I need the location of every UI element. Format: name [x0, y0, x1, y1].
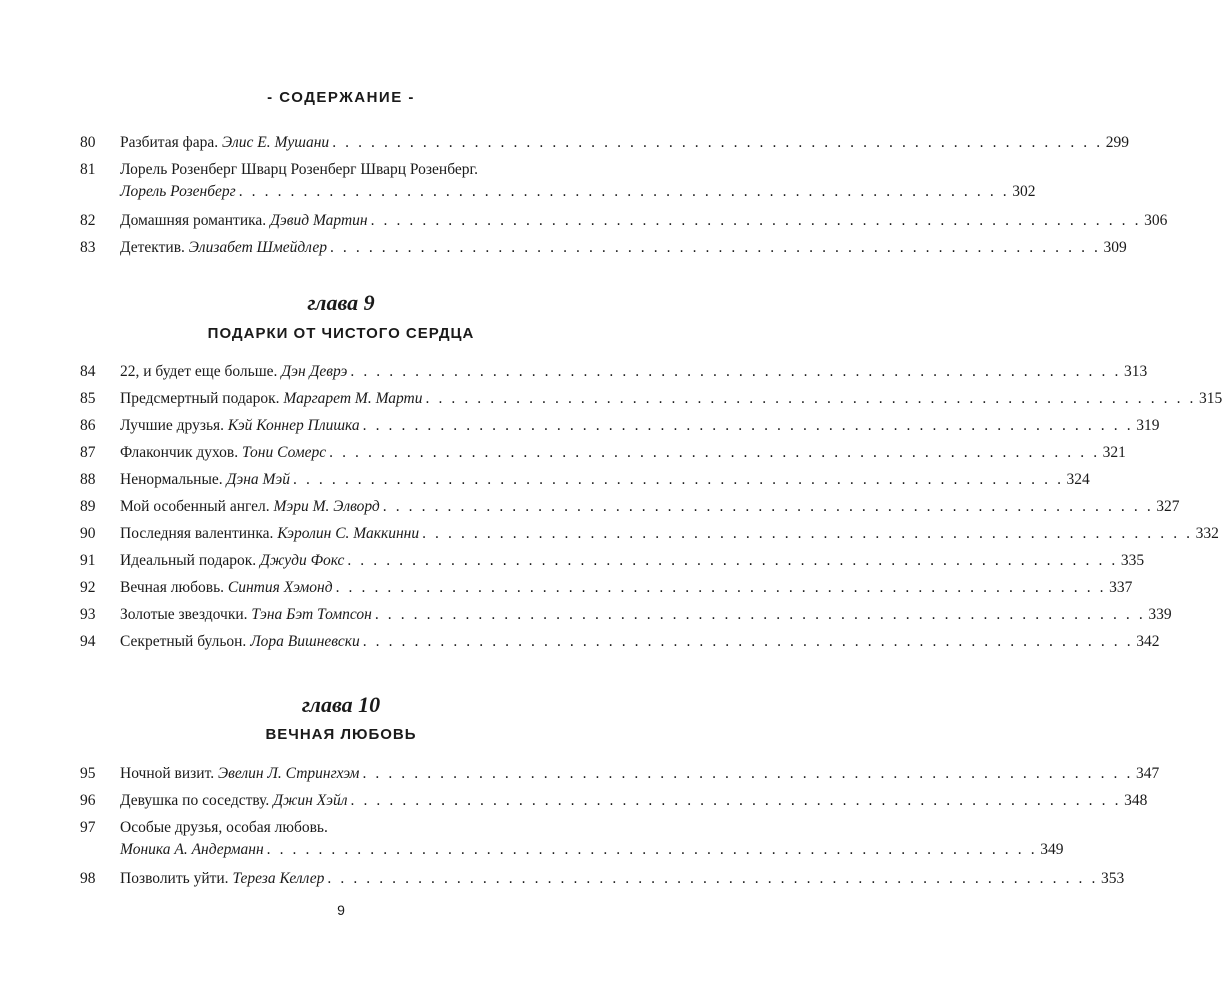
- entry-author: Джин Хэйл: [273, 792, 348, 809]
- dot-leader: . . . . . . . . . . . . . . . . . . . . . . . . . . . . . . . . . . . . . . . . . . . . . . . . . . . . . . . . . . . .: [425, 390, 1197, 407]
- entry-author: Элизабет Шмейдлер: [188, 239, 327, 256]
- entry-number: 85: [80, 390, 96, 407]
- dot-leader: . . . . . . . . . . . . . . . . . . . . . . . . . . . . . . . . . . . . . . . . . . . . . . . . . . . . . . . . . . . .: [350, 792, 1122, 809]
- toc-group-chapter-9: [80, 358, 1222, 655]
- entry-number: 95: [80, 765, 96, 782]
- entry-title: Домашняя романтика.: [120, 212, 267, 229]
- entry-number: 93: [80, 606, 96, 623]
- entry-author: Дэн Деврэ: [281, 363, 348, 380]
- entry-author: Тэна Бэт Томпсон: [251, 606, 372, 623]
- entry-title: Предсмертный подарок.: [120, 390, 280, 407]
- toc-entry[interactable]: [80, 547, 1145, 574]
- toc-entry[interactable]: [80, 628, 1160, 655]
- entry-author: Моника А. Андерманн: [120, 841, 264, 858]
- entry-author: Элис Е. Мушани: [221, 134, 330, 151]
- entry-title: Флакончик духов.: [120, 444, 239, 461]
- entry-page: 339: [1148, 606, 1172, 623]
- entry-page: 319: [1136, 417, 1160, 434]
- entry-number: 82: [80, 212, 96, 229]
- entry-page: 321: [1102, 444, 1126, 461]
- entry-title: Лорель Розенберг Шварц Розенберг Шварц Розенберг.: [120, 161, 479, 178]
- toc-entry[interactable]: [80, 234, 1127, 261]
- dot-leader: . . . . . . . . . . . . . . . . . . . . . . . . . . . . . . . . . . . . . . . . . . . . . . . . . . . . . . . . . . . .: [238, 183, 1010, 200]
- entry-number: 91: [80, 552, 96, 569]
- entry-page: 309: [1103, 239, 1127, 256]
- entry-author: Лора Вишневски: [250, 633, 360, 650]
- entry-author: Кэй Коннер Плишка: [227, 417, 360, 434]
- toc-entry[interactable]: [80, 787, 1148, 814]
- entry-title: Особые друзья, особая любовь.: [120, 819, 328, 836]
- entry-page: 353: [1100, 870, 1125, 887]
- entry-page: 347: [1135, 765, 1160, 782]
- toc-entry[interactable]: [80, 159, 1036, 203]
- toc-entry[interactable]: [80, 466, 1090, 493]
- entry-author: Дэвид Мартин: [270, 212, 368, 229]
- toc-entry[interactable]: [80, 412, 1160, 439]
- entry-title: Мой особенный ангел.: [120, 498, 270, 515]
- entry-author: Тереза Келлер: [232, 870, 325, 887]
- entry-page: 313: [1123, 363, 1148, 380]
- toc-entry[interactable]: [80, 385, 1222, 412]
- toc-entry[interactable]: [80, 439, 1126, 466]
- entry-page: 348: [1124, 792, 1148, 809]
- entry-title: Девушка по соседству.: [120, 792, 270, 809]
- entry-page: 349: [1040, 841, 1064, 858]
- entry-number: 86: [80, 417, 96, 434]
- page-number: 9: [337, 902, 345, 918]
- entry-page: 327: [1156, 498, 1180, 515]
- entry-author: Джуди Фокс: [260, 552, 345, 569]
- dot-leader: . . . . . . . . . . . . . . . . . . . . . . . . . . . . . . . . . . . . . . . . . . . . . . . . . . . . . . . . . . . .: [370, 212, 1142, 229]
- entry-number: 96: [80, 792, 96, 809]
- running-header: - СОДЕРЖАНИЕ -: [267, 89, 415, 106]
- entry-title: Последняя валентинка.: [120, 525, 274, 542]
- entry-page: 306: [1144, 212, 1168, 229]
- toc-entry[interactable]: [80, 817, 1064, 861]
- entry-page: 302: [1012, 183, 1036, 200]
- entry-title: Ненормальные.: [120, 471, 223, 488]
- dot-leader: . . . . . . . . . . . . . . . . . . . . . . . . . . . . . . . . . . . . . . . . . . . . . . . . . . . . . . . . . . . .: [374, 606, 1146, 623]
- toc-entry[interactable]: [80, 601, 1172, 628]
- entry-number: 81: [80, 161, 96, 178]
- entry-page: 324: [1066, 471, 1090, 488]
- toc-entry[interactable]: [80, 520, 1219, 547]
- entry-page: 342: [1136, 633, 1160, 650]
- entry-number: 84: [80, 363, 96, 380]
- toc-entry[interactable]: [80, 207, 1168, 234]
- dot-leader: . . . . . . . . . . . . . . . . . . . . . . . . . . . . . . . . . . . . . . . . . . . . . . . . . . . . . . . . . . . .: [350, 363, 1121, 380]
- dot-leader: . . . . . . . . . . . . . . . . . . . . . . . . . . . . . . . . . . . . . . . . . . . . . . . . . . . . . . . . . . . .: [382, 498, 1154, 515]
- entry-title: Разбитая фара.: [120, 134, 219, 151]
- entry-author: Синтия Хэмонд: [227, 579, 333, 596]
- entry-title: Ночной визит.: [120, 765, 215, 782]
- dot-leader: . . . . . . . . . . . . . . . . . . . . . . . . . . . . . . . . . . . . . . . . . . . . . . . . . . . . . . . . . . . .: [422, 525, 1193, 542]
- chapter-label: глава 9: [307, 290, 375, 315]
- entry-title: Лучшие друзья.: [120, 417, 225, 434]
- toc-entry[interactable]: [80, 358, 1148, 385]
- toc-entry[interactable]: [80, 865, 1125, 892]
- dot-leader: . . . . . . . . . . . . . . . . . . . . . . . . . . . . . . . . . . . . . . . . . . . . . . . . . . . . . . . . . . . .: [332, 134, 1103, 151]
- toc-entry[interactable]: [80, 574, 1133, 601]
- dot-leader: . . . . . . . . . . . . . . . . . . . . . . . . . . . . . . . . . . . . . . . . . . . . . . . . . . . . . . . . . . . .: [362, 765, 1133, 782]
- entry-title: Идеальный подарок.: [120, 552, 257, 569]
- toc-entry[interactable]: [80, 760, 1160, 787]
- toc-entry[interactable]: [80, 129, 1129, 156]
- chapter-title: ВЕЧНАЯ ЛЮБОВЬ: [265, 726, 417, 743]
- toc-group-chapter-10: [80, 760, 1160, 892]
- entry-page: 332: [1195, 525, 1219, 542]
- entry-number: 94: [80, 633, 96, 650]
- dot-leader: . . . . . . . . . . . . . . . . . . . . . . . . . . . . . . . . . . . . . . . . . . . . . . . . . . . . . . . . . . . .: [362, 633, 1134, 650]
- entry-title: Детектив.: [120, 239, 185, 256]
- entry-author: Мэри М. Элворд: [273, 498, 380, 515]
- entry-title: Секретный бульон.: [120, 633, 247, 650]
- toc-group-1: [80, 129, 1168, 261]
- dot-leader: . . . . . . . . . . . . . . . . . . . . . . . . . . . . . . . . . . . . . . . . . . . . . . . . . . . . . . . . . . . .: [329, 239, 1101, 256]
- entry-page: 335: [1120, 552, 1145, 569]
- entry-number: 97: [80, 819, 96, 836]
- entry-page: 337: [1109, 579, 1133, 596]
- dot-leader: . . . . . . . . . . . . . . . . . . . . . . . . . . . . . . . . . . . . . . . . . . . . . . . . . . . . . . . . . . . .: [362, 417, 1134, 434]
- dot-leader: . . . . . . . . . . . . . . . . . . . . . . . . . . . . . . . . . . . . . . . . . . . . . . . . . . . . . . . . . . . .: [266, 841, 1038, 858]
- entry-number: 98: [80, 870, 96, 887]
- chapter-title: ПОДАРКИ ОТ ЧИСТОГО СЕРДЦА: [207, 325, 475, 342]
- entry-number: 89: [80, 498, 96, 515]
- entry-title: 22, и будет еще больше.: [120, 363, 278, 380]
- dot-leader: . . . . . . . . . . . . . . . . . . . . . . . . . . . . . . . . . . . . . . . . . . . . . . . . . . . . . . . . . . . .: [293, 471, 1064, 488]
- dot-leader: . . . . . . . . . . . . . . . . . . . . . . . . . . . . . . . . . . . . . . . . . . . . . . . . . . . . . . . . . . . .: [327, 870, 1098, 887]
- entry-author: Эвелин Л. Стрингхэм: [217, 765, 360, 782]
- entry-page: 315: [1199, 390, 1222, 407]
- entry-author: Тони Сомерс: [242, 444, 327, 461]
- entry-author: Кэролин С. Маккинни: [277, 525, 420, 542]
- entry-number: 87: [80, 444, 96, 461]
- entry-title: Вечная любовь.: [120, 579, 225, 596]
- chapter-label: глава 10: [301, 692, 381, 717]
- entry-author: Маргарет М. Марти: [283, 390, 423, 407]
- entry-title: Позволить уйти.: [120, 870, 229, 887]
- dot-leader: . . . . . . . . . . . . . . . . . . . . . . . . . . . . . . . . . . . . . . . . . . . . . . . . . . . . . . . . . . . .: [347, 552, 1118, 569]
- dot-leader: . . . . . . . . . . . . . . . . . . . . . . . . . . . . . . . . . . . . . . . . . . . . . . . . . . . . . . . . . . . .: [329, 444, 1100, 461]
- entry-number: 80: [80, 134, 96, 151]
- entry-title: Золотые звездочки.: [120, 606, 248, 623]
- entry-author: Лорель Розенберг: [120, 183, 236, 200]
- entry-number: 92: [80, 579, 96, 596]
- entry-author: Дэна Мэй: [226, 471, 291, 488]
- entry-number: 88: [80, 471, 96, 488]
- entry-number: 83: [80, 239, 96, 256]
- dot-leader: . . . . . . . . . . . . . . . . . . . . . . . . . . . . . . . . . . . . . . . . . . . . . . . . . . . . . . . . . . . .: [335, 579, 1107, 596]
- entry-number: 90: [80, 525, 96, 542]
- toc-entry[interactable]: [80, 493, 1180, 520]
- entry-page: 299: [1105, 134, 1129, 151]
